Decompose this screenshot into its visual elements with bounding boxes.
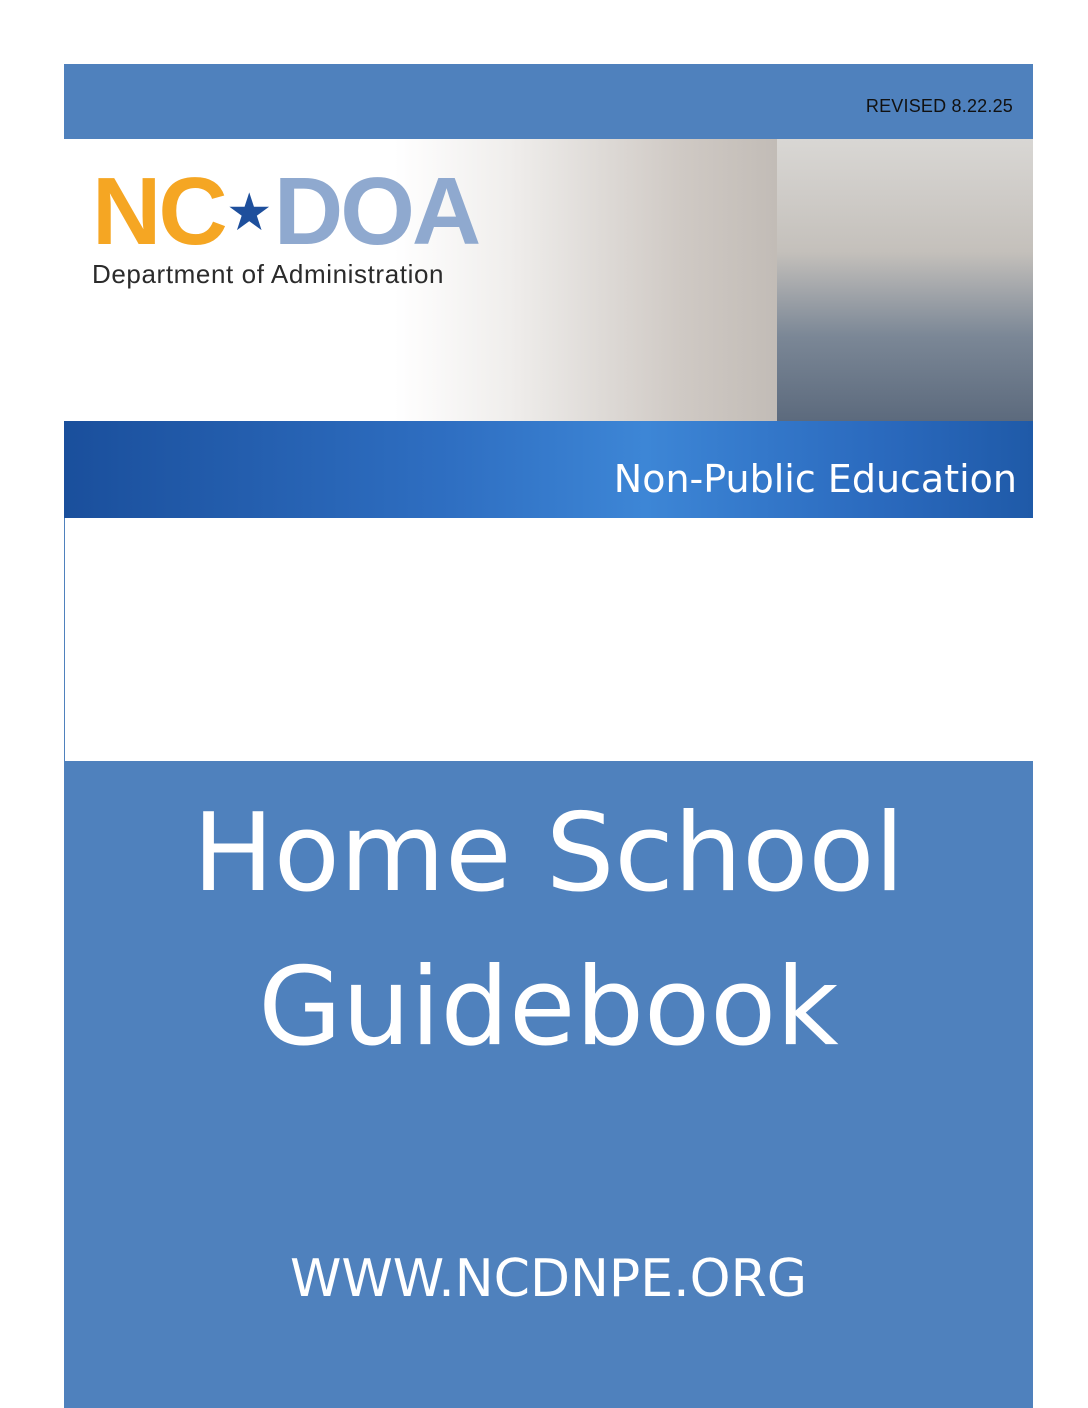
logo-nc: NC xyxy=(92,158,225,265)
section-title: Non-Public Education xyxy=(613,457,1017,501)
title-line-1: Home School xyxy=(192,791,905,916)
section-band xyxy=(64,421,1033,518)
ncdoa-logo xyxy=(92,158,479,290)
blank-spacer xyxy=(64,518,1034,761)
title-block xyxy=(64,761,1033,1408)
top-band xyxy=(64,64,1033,139)
title-line-2: Guidebook xyxy=(258,945,839,1070)
document-title xyxy=(64,777,1033,1085)
logo-wordmark xyxy=(92,158,479,265)
logo-subtitle: Department of Administration xyxy=(92,259,445,289)
header-banner xyxy=(64,139,1033,421)
banner-photo-child-writing xyxy=(777,139,1033,421)
revised-date: REVISED 8.22.25 xyxy=(865,96,1013,116)
website-url: WWW.NCDNPE.ORG xyxy=(289,1249,808,1309)
star-icon: ★ xyxy=(228,186,270,238)
logo-doa: DOA xyxy=(273,158,479,265)
